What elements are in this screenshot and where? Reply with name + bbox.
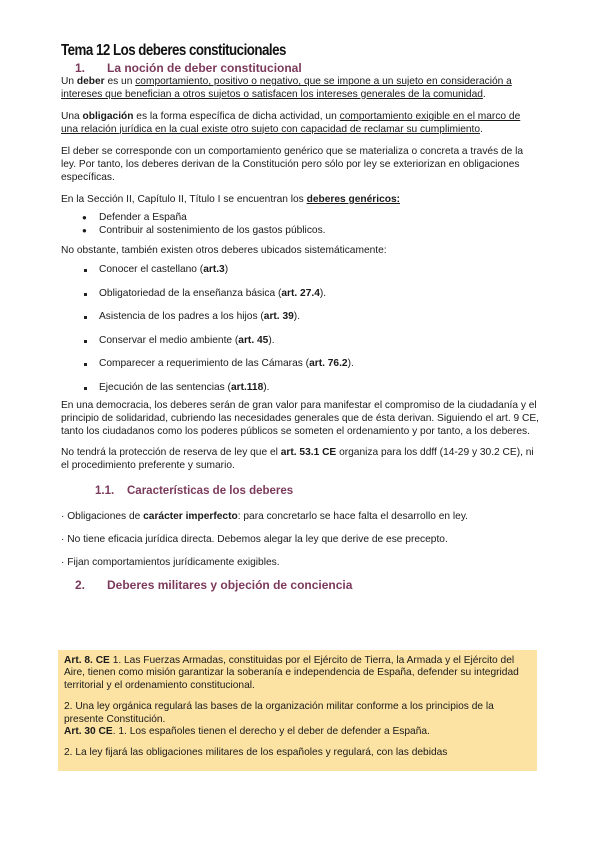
art-8-paragraph-2: 2. Una ley orgánica regulará las bases de la organización militar conforme a los principios de la presente Constitución. [64, 701, 494, 725]
characteristic-1: · Obligaciones de carácter imperfecto: para concretarlo se hace falta el desarrollo en ley. [61, 511, 468, 523]
list-item: ● Defender a España [61, 211, 539, 224]
paragraph-reserva: No tendrá la protección de reserva de ley que el art. 53.1 CE organiza para los ddff (14-29 y 30.2 CE), ni el procedimiento preferente y sumario. [61, 447, 534, 471]
page-title: Tema 12 Los deberes constitucionales [61, 42, 286, 59]
other-duties-list [61, 263, 539, 394]
list-item: Obligatoriedad de la enseñanza básica (art. 27.4). [61, 287, 539, 300]
constitution-quote-box [58, 650, 537, 771]
section-title: Características de los deberes [127, 485, 294, 498]
art-30-paragraph-1: Art. 30 CE. 1. Los españoles tienen el derecho y el deber de defender a España. [64, 726, 430, 738]
list-item: Comparecer a requerimiento de las Cámaras (art. 76.2). [61, 357, 539, 370]
section-2-heading [61, 578, 539, 593]
section-1-1-heading [61, 484, 539, 499]
list-item: Asistencia de los padres a los hijos (art. 39). [61, 310, 539, 323]
section-title: Deberes militares y objeción de conciencia [107, 578, 353, 593]
paragraph-generic: El deber se corresponde con un comportamiento genérico que se materializa o concreta a través de la ley. Por tanto, los deberes derivan de la Constitución pero sólo por ley se exteriorizan en obligaciones específicas. [61, 146, 524, 183]
list-item: Conservar el medio ambiente (art. 45). [61, 334, 539, 347]
paragraph-no-obstante: No obstante, también existen otros deberes ubicados sistemáticamente: [61, 244, 387, 256]
section-number: 1.1. [95, 485, 115, 498]
section-number: 1. [75, 61, 86, 75]
paragraph-obligacion: Una obligación es la forma específica de dicha actividad, un comportamiento exigible en el marco de una relación jurídica en la cual existe otro sujeto con capacidad de reclamar su cumplimiento. [61, 111, 521, 135]
section-number: 2. [75, 578, 86, 593]
characteristic-2: · No tiene eficacia jurídica directa. Debemos alegar la ley que derive de ese precepto. [61, 533, 448, 545]
generic-duties-list [61, 211, 539, 237]
list-item: Conocer el castellano (art.3) [61, 263, 539, 276]
art-30-paragraph-2: 2. La ley fijará las obligaciones militares de los españoles y regulará, con las debidas [64, 747, 448, 759]
list-item: Ejecución de las sentencias (art.118). [61, 381, 539, 394]
paragraph-seccion: En la Sección II, Capítulo II, Título I se encuentran los deberes genéricos: [61, 194, 401, 206]
section-title: La noción de deber constitucional [107, 61, 302, 75]
characteristic-3: · Fijan comportamientos jurídicamente exigibles. [61, 556, 280, 568]
paragraph-deber: Un deber es un comportamiento, positivo o negativo, que se impone a un sujeto en consideración a intereses que benefician a otros sujetos o satisfacen los intereses generales de la comunidad. [61, 76, 512, 100]
list-item: ● Contribuir al sostenimiento de los gastos públicos. [61, 224, 539, 237]
section-1-heading [61, 61, 539, 76]
document-page [61, 42, 539, 593]
paragraph-democracia: En una democracia, los deberes serán de gran valor para manifestar el compromiso de la ciudadanía y el principio de solidaridad, cubriendo las necesidades generales que de ésta derivan. Siguiendo el art. 9 CE, tanto los ciudadanos como los poderes públicos se someten el ordenamiento y por tanto, a los deberes. [61, 400, 539, 437]
art-8-paragraph-1: Art. 8. CE 1. Las Fuerzas Armadas, constituidas por el Ejército de Tierra, la Armada y el Ejército del Aire, tienen como misión garantizar la soberanía e independencia de España, defender su integridad territorial y el ordenamiento constitucional. [64, 655, 519, 691]
